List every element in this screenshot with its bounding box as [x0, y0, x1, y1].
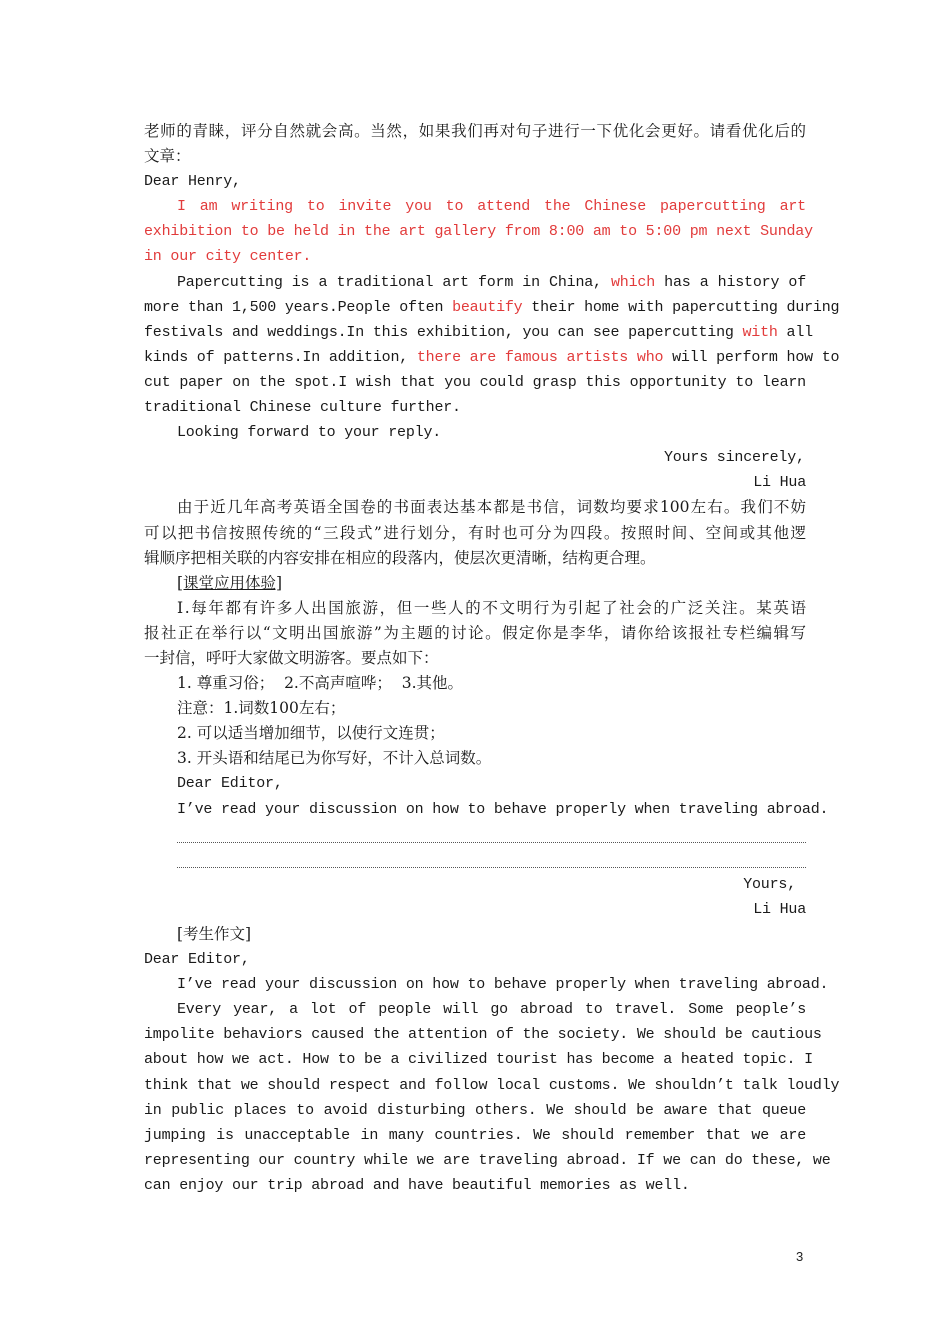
practice-signature: Li Hua	[753, 900, 806, 918]
student-essay-line: jumping is unacceptable in many countries. We should remember that we are	[144, 1126, 806, 1144]
practice-salutation: Dear Editor,	[177, 775, 283, 793]
student-essay-line: representing our country while we are traveling abroad. If we can do these, we	[144, 1151, 831, 1169]
explain-line: 由于近几年高考英语全国卷的书面表达基本都是书信，词数均要求100左右。我们不妨	[177, 498, 806, 517]
page-number: 3	[796, 1249, 804, 1264]
letter-paragraph-line: traditional Chinese culture further.	[144, 399, 461, 417]
section-heading: [考生作文]	[177, 925, 252, 943]
answer-blank-line[interactable]	[177, 822, 806, 847]
student-salutation: Dear Editor,	[144, 951, 250, 969]
task-note: 3. 开头语和结尾已为你写好，不计入总词数。	[177, 749, 492, 768]
letter-paragraph-line: Looking forward to your reply.	[177, 424, 442, 442]
highlight-phrase: there are famous artists who	[416, 348, 664, 366]
letter-paragraph-line: in our city center.	[144, 248, 312, 266]
letter-salutation: Dear Henry,	[144, 173, 241, 191]
task-line: Ⅰ.每年都有许多人出国旅游，但一些人的不文明行为引起了社会的广泛关注。某英语	[177, 598, 806, 617]
intro-line: 文章：	[144, 147, 191, 166]
letter-paragraph-line: exhibition to be held in the art gallery from 8:00 am to 5:00 pm next Sunday	[144, 223, 813, 241]
student-essay-line: impolite behaviors caused the attention of the society. We should be cautious	[144, 1026, 822, 1044]
highlight-phrase: which	[611, 273, 656, 291]
student-essay-line: Every year, a lot of people will go abroad to travel. Some people’s	[177, 1001, 806, 1019]
task-points: 1. 尊重习俗； 2.不高声喧哗； 3.其他。	[177, 674, 464, 693]
practice-opening: I’ve read your discussion on how to behave properly when traveling abroad.	[177, 800, 829, 818]
highlight-phrase: beautify	[452, 298, 523, 316]
task-note: 2. 可以适当增加细节，以使行文连贯；	[177, 724, 445, 743]
letter-paragraph-line: more than 1,500 years.People often beautify their home with papercutting during	[144, 298, 840, 316]
student-essay-line: think that we should respect and follow local customs. We shouldn’t talk loudly	[144, 1076, 840, 1094]
student-essay-line: about how we act. How to be a civilized tourist has become a heated topic. I	[144, 1051, 813, 1069]
intro-line: 老师的青睐，评分自然就会高。当然，如果我们再对句子进行一下优化会更好。请看优化后的	[144, 122, 806, 140]
answer-blank-line[interactable]	[177, 847, 806, 872]
letter-paragraph-line: Papercutting is a traditional art form in China, which has a history of	[177, 273, 806, 291]
section-heading: [课堂应用体验]	[177, 573, 283, 592]
student-opening: I’ve read your discussion on how to behave properly when traveling abroad.	[177, 976, 829, 994]
task-line: 报社正在举行以“文明出国旅游”为主题的讨论。假定你是李华，请你给该报社专栏编辑写	[144, 623, 806, 642]
student-essay-line: in public places to avoid disturbing others. We should be aware that queue	[144, 1101, 806, 1119]
letter-signature: Li Hua	[753, 474, 806, 492]
letter-paragraph-line: kinds of patterns.In addition, there are famous artists who will perform how to	[144, 348, 840, 366]
letter-paragraph-line: festivals and weddings.In this exhibition, you can see papercutting with all	[144, 323, 813, 341]
task-note: 注意：1.词数100左右；	[177, 699, 346, 718]
highlight-phrase: with	[742, 323, 778, 341]
task-line: 一封信，呼吁大家做文明游客。要点如下：	[144, 648, 439, 667]
explain-line: 可以把书信按照传统的“三段式”进行划分，有时也可分为四段。按照时间、空间或其他逻	[144, 523, 806, 542]
letter-closing: Yours sincerely,	[664, 449, 805, 467]
document-page	[144, 119, 840, 1198]
student-essay-line: can enjoy our trip abroad and have beautiful memories as well.	[144, 1176, 690, 1194]
letter-paragraph-line: cut paper on the spot.I wish that you could grasp this opportunity to learn	[144, 373, 806, 391]
practice-closing: Yours,	[743, 875, 796, 893]
letter-paragraph-line: I am writing to invite you to attend the Chinese papercutting art	[177, 198, 806, 216]
explain-line: 辑顺序把相关联的内容安排在相应的段落内，使层次更清晰，结构更合理。	[144, 548, 656, 567]
